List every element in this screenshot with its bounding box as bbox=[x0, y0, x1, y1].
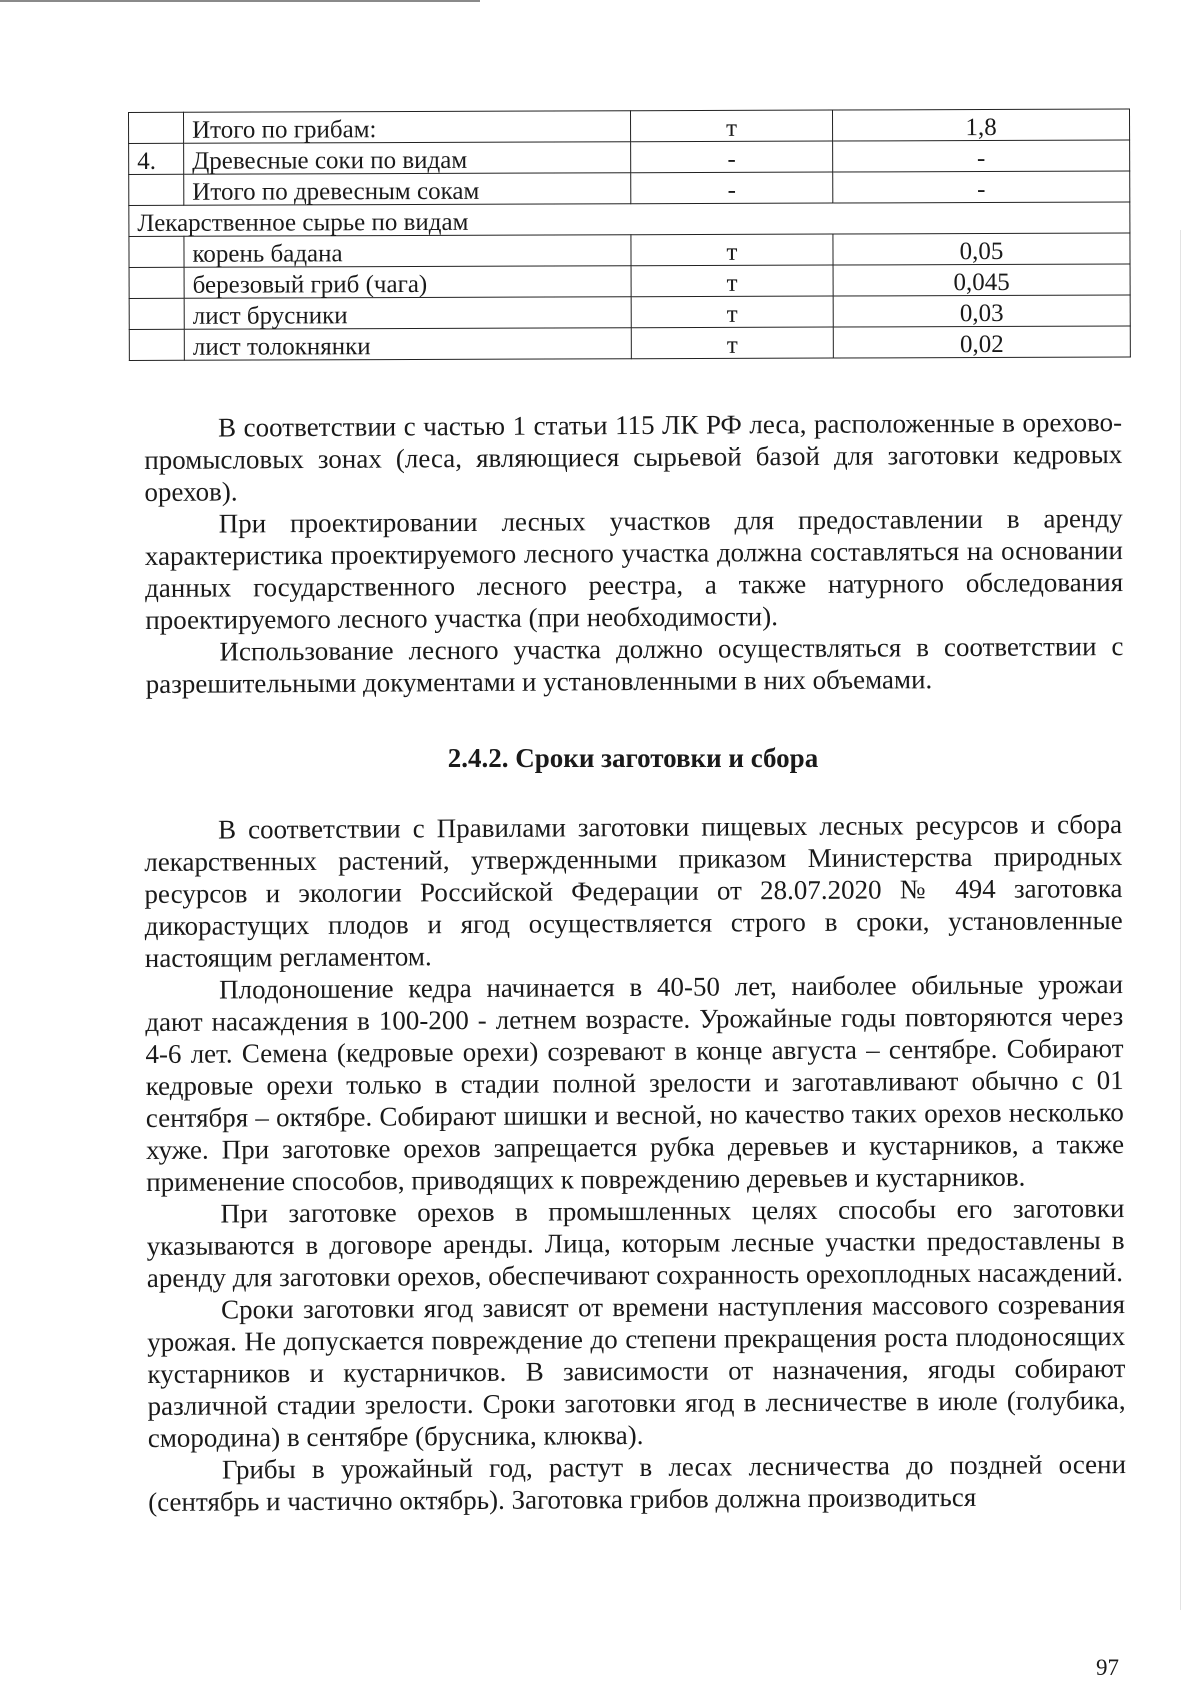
row-number: 4. bbox=[129, 143, 184, 174]
unit: т bbox=[630, 110, 832, 142]
forest-resources-table bbox=[128, 109, 1131, 361]
resource-name: Древесные соки по видам bbox=[184, 142, 631, 175]
unit: т bbox=[631, 234, 833, 266]
section-body-text bbox=[144, 808, 1126, 1518]
paragraph: При проектировании лесных участков для предоставлении в аренду характеристика проектируемого лесного участка должна составляться на основании данных государственного лесного реестра, а также натурного обследования проектируемого лесного участка (при необходимости). bbox=[144, 503, 1124, 635]
volume: 0,02 bbox=[833, 326, 1130, 358]
page-number: 97 bbox=[1096, 1655, 1119, 1680]
table-row bbox=[129, 326, 1130, 360]
table-section-row bbox=[129, 202, 1130, 236]
resource-name: березовый гриб (чага) bbox=[184, 266, 631, 299]
table-row bbox=[129, 140, 1130, 174]
row-number bbox=[129, 112, 184, 143]
row-number bbox=[129, 329, 184, 360]
paragraph: При заготовке орехов в промышленных целях способы его заготовки указываются в договоре аренды. Лица, которым лесные участки предоставлены в аренду для заготовки орехов, обеспечивают сохранность орехоплодных насаждений. bbox=[146, 1193, 1125, 1293]
resource-name: лист толокнянки bbox=[184, 328, 631, 361]
paragraph: В соответствии с Правилами заготовки пищевых лесных ресурсов и сбора лекарственных растений, утвержденными приказом Министерства природных ресурсов и экологии Российской Федерации от 28.07.2020 № 494 заготовка дикорастущих плодов и ягод осуществляется строго в сроки, установленные настоящим регламентом. bbox=[144, 809, 1123, 973]
unit: - bbox=[631, 141, 833, 173]
volume: 0,03 bbox=[833, 295, 1130, 327]
row-number bbox=[129, 174, 184, 205]
resource-name: Итого по древесным сокам bbox=[184, 173, 631, 206]
intro-text bbox=[144, 406, 1124, 700]
resource-name: лист брусники bbox=[184, 297, 631, 330]
volume: 1,8 bbox=[832, 109, 1129, 141]
volume: - bbox=[833, 140, 1130, 172]
paragraph: Грибы в урожайный год, растут в лесах лесничества до поздней осени (сентябрь и частично октябрь). Заготовка грибов должна производиться bbox=[148, 1449, 1127, 1517]
unit: т bbox=[631, 265, 833, 297]
section-heading: 2.4.2. Сроки заготовки и сбора bbox=[447, 743, 819, 773]
volume: 0,045 bbox=[833, 264, 1130, 296]
resource-name: корень бадана bbox=[184, 235, 631, 268]
table-row bbox=[129, 295, 1130, 329]
row-number bbox=[129, 298, 184, 329]
volume: 0,05 bbox=[833, 233, 1130, 265]
unit: т bbox=[631, 296, 833, 328]
volume: - bbox=[833, 171, 1130, 203]
table-row bbox=[129, 233, 1130, 267]
scan-edge-line bbox=[0, 0, 480, 2]
paragraph: Использование лесного участка должно осуществляться в соответствии с разрешительными документами и установленными в них объемами. bbox=[145, 631, 1124, 699]
paragraph: Плодоношение кедра начинается в 40-50 лет, наиболее обильные урожаи дают насаждения в 100-200 - летнем возрасте. Урожайные годы повторяются через 4-6 лет. Семена (кедровые орехи) созревают в конце августа – сентябре. Собирают кедровые орехи только в стадии полной зрелости и заготавливают обычно с 01 сентября – октябре. Собирают шишки и весной, но качество таких орехов несколько хуже. При заготовке орехов запрещается рубка деревьев и кустарников, а также применение способов, приводящих к повреждению деревьев и кустарников. bbox=[145, 969, 1125, 1197]
paragraph: В соответствии с частью 1 статьи 115 ЛК РФ леса, расположенные в орехово-промысловых зонах (леса, являющиеся сырьевой базой для заготовки кедровых орехов). bbox=[144, 407, 1123, 507]
table-row bbox=[129, 264, 1130, 298]
unit: - bbox=[631, 172, 833, 204]
paragraph: Сроки заготовки ягод зависят от времени наступления массового созревания урожая. Не допускается повреждение до степени прекращения роста плодоносящих кустарников и кустарничков. В зависимости от назначения, ягоды собирают различной стадии зрелости. Сроки заготовки ягод в лесничестве в июле (голубика, смородина) в сентябре (брусника, клюква). bbox=[147, 1289, 1126, 1453]
scan-margin-line bbox=[1180, 230, 1181, 1610]
row-number bbox=[129, 236, 184, 267]
table-row bbox=[129, 109, 1130, 143]
row-number bbox=[129, 267, 184, 298]
section-title: Лекарственное сырье по видам bbox=[129, 202, 1130, 236]
table-row bbox=[129, 171, 1130, 205]
unit: т bbox=[631, 327, 833, 359]
resource-name: Итого по грибам: bbox=[184, 111, 631, 144]
